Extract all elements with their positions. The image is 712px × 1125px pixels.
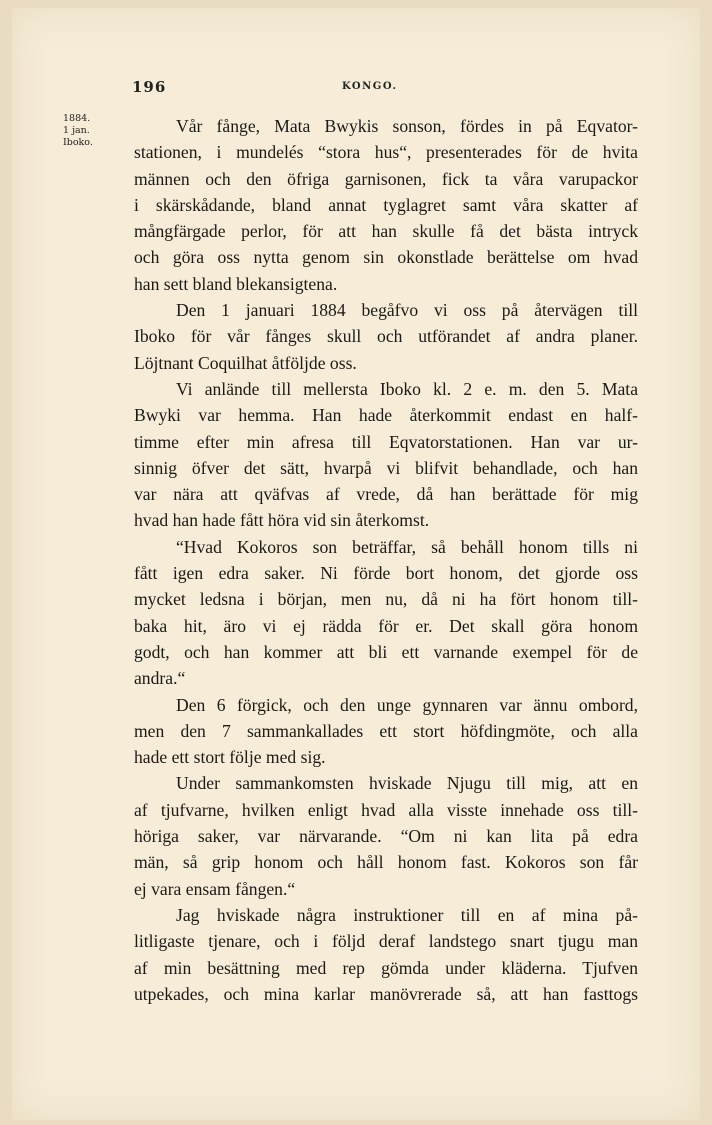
text-line: andra.“ xyxy=(134,668,186,689)
text-line: “Hvad Kokoros son beträffar, så behåll honom tills ni xyxy=(176,536,638,557)
text-line: mångfärgade perlor, för att han skulle få det bästa intryck xyxy=(134,221,638,242)
text-line: Iboko för vår fånges skull och utförandet af andra planer. xyxy=(134,326,638,347)
text-line: i skärskådande, bland annat tyglagret samt våra skatter af xyxy=(134,194,638,215)
text-line: litligaste tjenare, och i följd deraf landstego snart tjugu man xyxy=(134,931,638,952)
margin-note-year: 1884. xyxy=(63,113,91,124)
text-line: hade ett stort följe med sig. xyxy=(134,747,326,768)
text-line: Den 1 januari 1884 begåfvo vi oss på återvägen till xyxy=(176,300,638,321)
text-line: fått igen edra saker. Ni förde bort honom, det gjorde oss xyxy=(134,563,638,584)
text-line: Löjtnant Coquilhat åtföljde oss. xyxy=(134,352,357,373)
text-line: hvad han hade fått höra vid sin återkomst. xyxy=(134,510,430,531)
text-line: stationen, i mundelés “stora hus“, presenterades för de hvita xyxy=(134,142,638,163)
running-title: KONGO. xyxy=(342,81,398,92)
margin-note-date: 1 jan. xyxy=(63,125,90,136)
page-number: 196 xyxy=(132,78,167,96)
text-line: utpekades, och mina karlar manövrerade så, att han fasttogs xyxy=(134,983,638,1004)
body-text xyxy=(134,113,638,1007)
text-line: Under sammankomsten hviskade Njugu till mig, att en xyxy=(176,773,638,794)
text-line: godt, och han kommer att bli ett varnande exempel för de xyxy=(134,641,638,662)
text-line: men den 7 sammankallades ett stort höfdingmöte, och alla xyxy=(134,720,638,741)
text-line: mycket ledsna i början, men nu, då ni ha fört honom till- xyxy=(134,589,638,610)
text-line: af tjufvarne, hvilken enligt hvad alla visste innehade oss till- xyxy=(134,799,638,820)
text-line: af min besättning med rep gömda under kläderna. Tjufven xyxy=(134,957,638,978)
margin-note-place: Iboko. xyxy=(63,137,93,148)
text-line: Vår fånge, Mata Bwykis sonson, fördes in på Eqvator- xyxy=(176,116,638,136)
text-line: män, så grip honom och håll honom fast. Kokoros son får xyxy=(134,852,638,873)
text-line: Den 6 förgick, och den unge gynnaren var ännu ombord, xyxy=(176,694,638,715)
text-line: Bwyki var hemma. Han hade återkommit endast en half- xyxy=(134,405,638,426)
text-line: timme efter min afresa till Eqvatorstationen. Han var ur- xyxy=(134,431,638,452)
text-line: männen och den öfriga garnisonen, fick ta våra varupackor xyxy=(134,168,638,189)
text-line: var nära att qväfvas af vrede, då han berättade för mig xyxy=(134,484,638,505)
text-line: baka hit, äro vi ej rädda för er. Det skall göra honom xyxy=(134,615,638,636)
text-line: sinnig öfver det sätt, hvarpå vi blifvit behandlade, och han xyxy=(134,457,638,478)
text-line: höriga saker, var närvarande. “Om ni kan lita på edra xyxy=(134,826,638,847)
margin-note xyxy=(63,113,123,149)
text-line: Vi anlände till mellersta Iboko kl. 2 e. m. den 5. Mata xyxy=(176,378,638,399)
text-line: Jag hviskade några instruktioner till en af mina på- xyxy=(176,904,638,925)
text-line: och göra oss nytta genom sin okonstlade berättelse om hvad xyxy=(134,247,638,268)
text-line: ej vara ensam fången.“ xyxy=(134,878,296,899)
text-line: han sett bland blekansigtena. xyxy=(134,273,338,294)
